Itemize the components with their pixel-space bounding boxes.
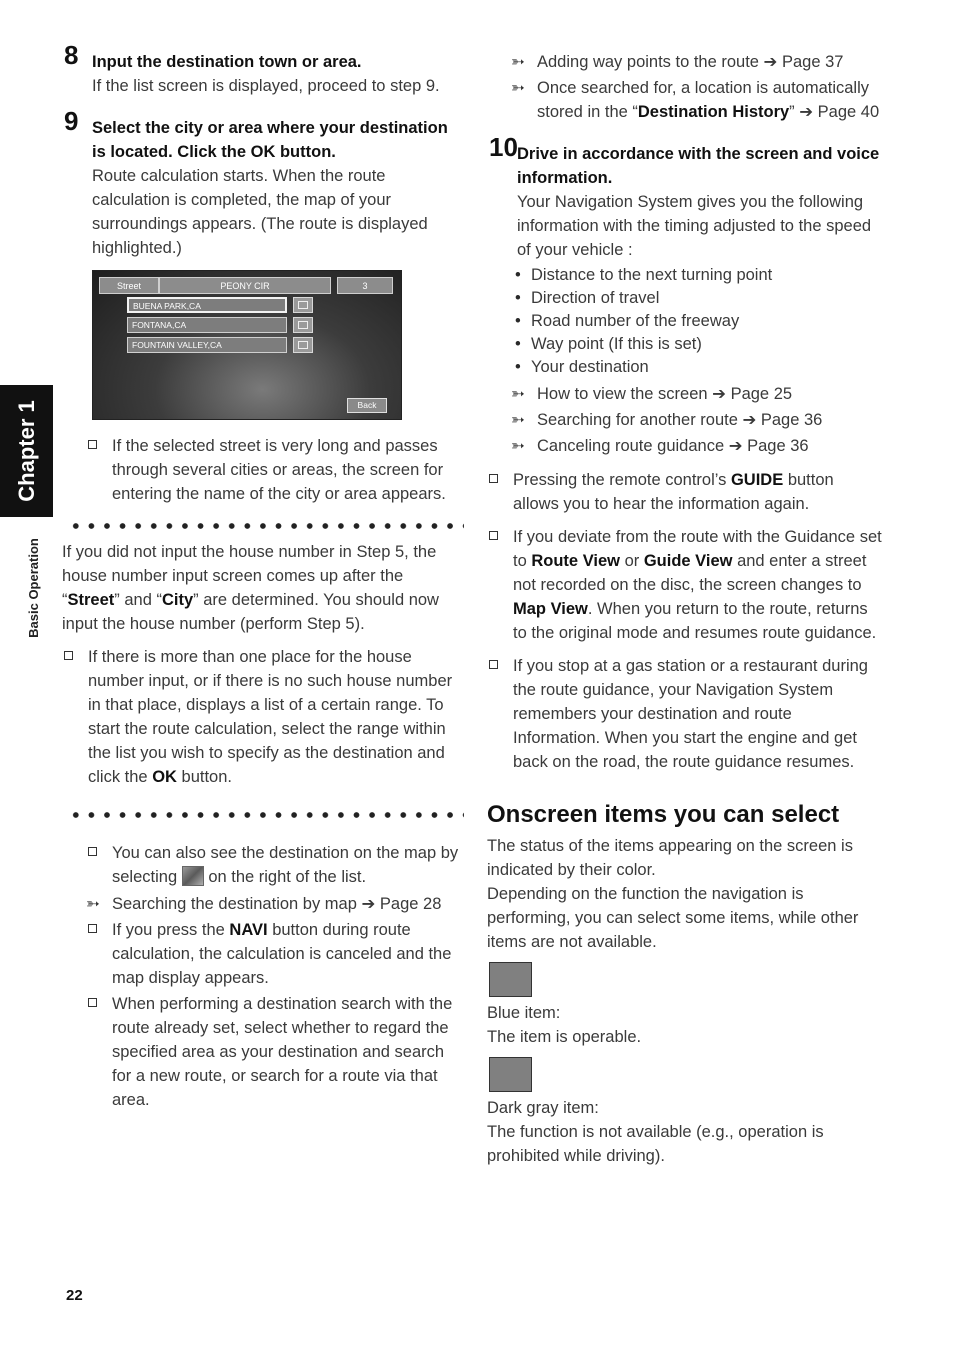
note-more-than-one [62, 645, 462, 789]
step-9 [62, 106, 462, 260]
note-checkbox-icon [88, 924, 97, 933]
bold-term: OK [152, 768, 177, 786]
map-icon [298, 341, 308, 349]
step-number: 8 [64, 40, 79, 70]
map-view-button [293, 337, 313, 353]
bold-term: GUIDE [730, 471, 784, 489]
step-title: Select the city or area where your destination is located. Click the OK button. [92, 119, 448, 161]
note-long-street [86, 434, 462, 506]
text: . When you return to the route, returns to the original mode and resumes route guidance. [513, 600, 877, 642]
bold-term: Route View [531, 552, 620, 570]
ref-text: How to view the screen ➔ Page 25 [537, 385, 793, 403]
street-field-value: PEONY CIR [159, 277, 331, 294]
text: on the right of the list. [208, 868, 367, 886]
text: If you press the [112, 921, 230, 939]
step-title: Input the destination town or area. [92, 53, 362, 71]
list-item: • Road number of the freeway [515, 312, 740, 330]
text: or [620, 552, 644, 570]
bold-term: Street [67, 591, 115, 609]
step-number: 10 [489, 132, 518, 162]
text: If you did not input the house number in Step 5, the house number input screen comes up after the “ [62, 543, 437, 609]
city-list-item: FOUNTAIN VALLEY,CA [127, 337, 287, 353]
step-title: Drive in accordance with the screen and voice information. [517, 145, 880, 187]
step-body: Your Navigation System gives you the following information with the timing adjusted to the speed of your vehicle : [517, 193, 872, 259]
list-item [511, 381, 882, 407]
note-text: If you stop at a gas station or a restaurant during the route guidance, your Navigation System remembers your destination and route Information. When you start the engine and get back on the road, the route guidance resumes. [513, 657, 868, 771]
step-10 [487, 132, 882, 262]
note-gas-station [487, 654, 882, 774]
text: ” are determined. You should now input the house number (perform Step 5). [62, 591, 439, 633]
reference-arrow-icon: ➳ [511, 53, 525, 71]
text: You can also see the destination on the map by selecting [112, 844, 459, 886]
list-item: • Way point (If this is set) [515, 335, 702, 353]
house-number-paragraph [62, 540, 462, 636]
map-icon [298, 321, 308, 329]
blue-item-label: Blue item: [487, 1004, 561, 1022]
text: ” and “ [114, 591, 162, 609]
ref-text: Searching the destination by map ➔ Page 28 [112, 895, 442, 913]
city-list-item: FONTANA,CA [127, 317, 287, 333]
text: ” ➔ Page 40 [789, 103, 880, 121]
reference-arrow-icon: ➳ [511, 411, 525, 429]
ref-text: Adding way points to the route ➔ Page 37 [537, 53, 844, 71]
bold-term: Map View [513, 600, 588, 618]
map-view-button [293, 317, 313, 333]
text: and enter a street not recorded on the disc, the screen changes to [513, 552, 867, 594]
note-checkbox-icon [88, 440, 97, 449]
reference-arrow-icon: ➳ [511, 437, 525, 455]
section-label: Basic Operation [26, 538, 41, 638]
note-checkbox-icon [489, 531, 498, 540]
map-view-button [293, 297, 313, 313]
note-search-set [86, 992, 462, 1112]
page-number: 22 [66, 1287, 83, 1304]
dotted-divider [68, 811, 464, 819]
bold-term: NAVI [229, 921, 268, 939]
ref-history [511, 76, 882, 124]
right-column [487, 44, 882, 1168]
note-text: When performing a destination search with the route already set, select whether to regard the specified area as your destination and search for a new route, or search for a route via that area. [112, 995, 453, 1109]
note-checkbox-icon [88, 998, 97, 1007]
list-item [511, 433, 882, 459]
text: button during route calculation, the calculation is canceled and the map display appears. [112, 921, 452, 987]
chapter-label: Chapter 1 [13, 400, 39, 502]
dotted-divider [68, 522, 464, 530]
text: button. [176, 768, 232, 786]
text: If you deviate from the route with the Guidance set to [513, 528, 882, 570]
section-paragraph: Depending on the function the navigation is performing, you can select some items, while other items are not available. [487, 885, 859, 951]
note-guide [487, 468, 882, 516]
note-checkbox-icon [489, 660, 498, 669]
text: button allows you to hear the information again. [513, 471, 834, 513]
note-navi [86, 918, 462, 990]
chapter-tab [0, 385, 53, 517]
reference-arrow-icon: ➳ [511, 385, 525, 403]
reference-arrow-icon: ➳ [86, 895, 100, 913]
city-list-item: BUENA PARK,CA [127, 297, 287, 313]
section-paragraph: The status of the items appearing on the screen is indicated by their color. [487, 837, 853, 879]
note-text: If the selected street is very long and passes through several cities or areas, the screen for entering the name of the city or area appears. [112, 437, 446, 503]
map-icon [182, 866, 204, 886]
ref-waypoints [511, 50, 882, 74]
list-item-text: Direction of travel [531, 289, 660, 307]
blue-item-swatch [489, 962, 532, 997]
street-field-label: Street [99, 277, 159, 294]
note-checkbox-icon [489, 474, 498, 483]
bold-term: Destination History [637, 103, 790, 121]
reference-list [511, 381, 882, 459]
dark-gray-item-label: Dark gray item: [487, 1099, 599, 1117]
list-item-text: Your destination [531, 358, 649, 376]
list-item [511, 407, 882, 433]
list-item-text: Way point (If this is set) [531, 335, 702, 353]
left-column [62, 40, 462, 1112]
step-body: If the list screen is displayed, proceed to step 9. [92, 77, 440, 95]
ref-text: Canceling route guidance ➔ Page 36 [537, 437, 809, 455]
step-8 [62, 40, 462, 98]
step-body: Route calculation starts. When the route calculation is completed, the map of your surroundings appears. (The route is displayed highlighted.) [92, 167, 428, 257]
list-item-text: Distance to the next turning point [531, 266, 773, 284]
ref-search-map [86, 892, 462, 916]
city-list-screenshot [92, 270, 402, 420]
result-count: 3 [337, 277, 393, 294]
ref-text: Searching for another route ➔ Page 36 [537, 411, 823, 429]
back-button: Back [347, 398, 387, 413]
text: Once searched for, a location is automatically stored in the “ [537, 79, 870, 121]
text: Pressing the remote control’s [513, 471, 731, 489]
blue-item-description: The item is operable. [487, 1028, 642, 1046]
list-item: • Direction of travel [515, 289, 660, 307]
dark-gray-item-description: The function is not available (e.g., operation is prohibited while driving). [487, 1123, 824, 1165]
note-checkbox-icon [88, 847, 97, 856]
section-title: Onscreen items you can select [487, 801, 840, 828]
list-item-text: Road number of the freeway [531, 312, 740, 330]
bold-term: City [161, 591, 194, 609]
reference-arrow-icon: ➳ [511, 79, 525, 97]
dark-gray-item-swatch [489, 1057, 532, 1092]
note-see-destination [86, 841, 462, 889]
list-item: • Distance to the next turning point [515, 266, 773, 284]
text: If there is more than one place for the house number input, or if there is no such house number in that place, displays a list of a certain range. To start the route calculation, select the range within the list you wish to specify as the destination and click the [88, 648, 453, 786]
list-item: • Your destination [515, 358, 649, 376]
note-deviate [487, 525, 882, 645]
info-list [511, 264, 882, 379]
step-number: 9 [64, 106, 79, 136]
bold-term: Guide View [643, 552, 733, 570]
note-checkbox-icon [64, 651, 73, 660]
map-icon [298, 301, 308, 309]
